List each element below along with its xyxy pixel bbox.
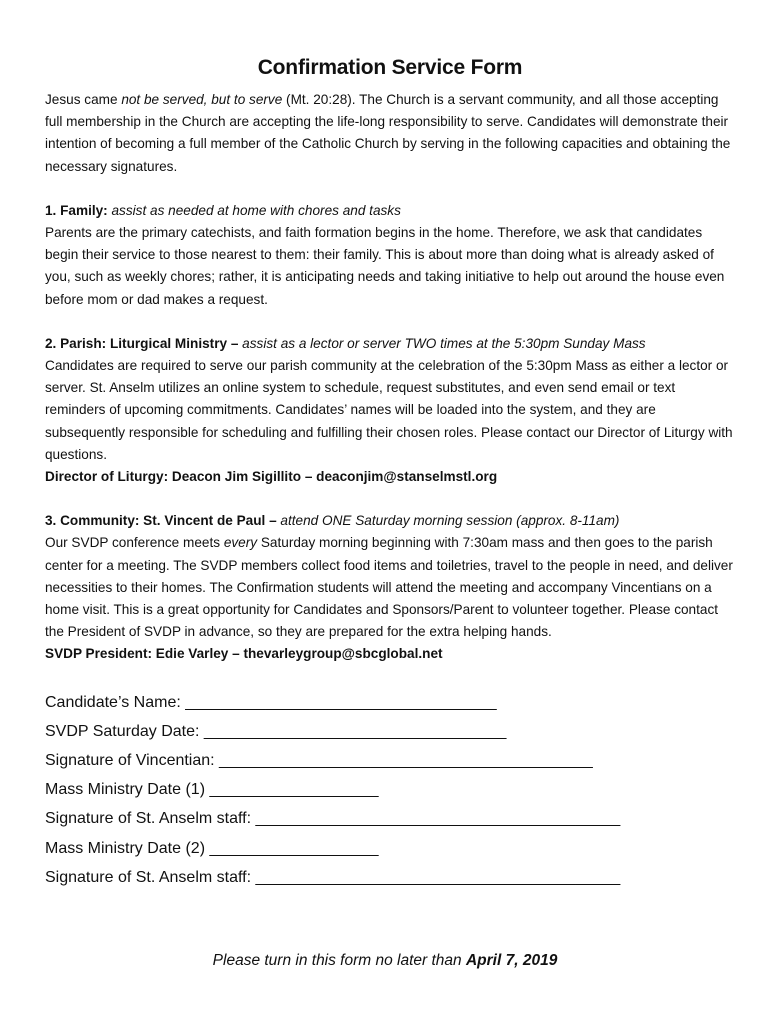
intro-text-post: (Mt. 20:28). The Church is a servant community, and all those accepting full membership in the Church are accepting the life-long responsibility to serve. Candidates will demonstrate their intention of becoming a full member of the Catholic Church by serving in the following capacities and obtaining the necessary signatures.: [45, 92, 731, 174]
field-blank-line[interactable]: ___________________: [209, 839, 379, 857]
section-community: [45, 510, 735, 665]
svdp-date-field[interactable]: [45, 717, 735, 746]
field-blank-line[interactable]: ___________________________________: [185, 693, 497, 711]
section-body-emphasis: every: [223, 535, 258, 551]
section-body-post: Saturday morning beginning with 7:30am mass and then goes to the parish center for a meeting. The SVDP members collect food items and toiletries, travel to the people in need, and deliver necessities to their homes. The Confirmation students will attend the meeting and accompany Vincentians on a home visit. This is a great opportunity for Candidates and Sponsors/Parent to volunteer together. Please contact the President of SVDP in advance, so they are prepared for the extra helping hands.: [45, 535, 733, 640]
form-page: [45, 56, 735, 892]
svdp-contact: SVDP President: Edie Varley – thevarleygroup@sbcglobal.net: [45, 646, 443, 662]
section-body: Candidates are required to serve our parish community at the celebration of the 5:30pm Mass as either a lector or server. St. Anselm utilizes an online system to schedule, request substitutes, and even send email or text reminders of upcoming commitments. Candidates’ names will be loaded into the system, and they are subsequently responsible for scheduling and fulfilling their chosen roles. Please contact our Director of Liturgy with questions.: [45, 358, 733, 462]
deadline-notice: [0, 952, 770, 970]
staff-signature-1-field[interactable]: [45, 804, 735, 833]
field-blank-line[interactable]: _________________________________________: [255, 868, 621, 886]
section-heading-label: 1. Family:: [45, 202, 108, 218]
deadline-text: Please turn in this form no later than: [212, 952, 466, 969]
field-label: Signature of Vincentian:: [45, 752, 220, 770]
section-heading: [45, 333, 735, 355]
section-heading-task: attend ONE Saturday morning session (approx. 8-11am): [276, 513, 620, 529]
liturgy-contact: Director of Liturgy: Deacon Jim Sigillito – deaconjim@stanselmstl.org: [45, 469, 498, 485]
section-heading-task: assist as a lector or server TWO times at the 5:30pm Sunday Mass: [238, 335, 646, 351]
field-label: SVDP Saturday Date:: [45, 722, 204, 740]
page-title: Confirmation Service Form: [257, 56, 523, 79]
field-label: Mass Ministry Date (1): [45, 781, 210, 799]
field-blank-line[interactable]: __________________________________________: [219, 752, 593, 770]
field-label: Signature of St. Anselm staff:: [45, 868, 256, 886]
section-body: [45, 532, 735, 643]
section-heading: [45, 510, 735, 532]
candidate-name-field[interactable]: [45, 688, 735, 717]
field-label: Signature of St. Anselm staff:: [45, 810, 256, 828]
section-heading-label: 3. Community: St. Vincent de Paul –: [45, 513, 277, 529]
vincentian-signature-field[interactable]: [45, 746, 735, 775]
section-heading-label: 2. Parish: Liturgical Ministry –: [45, 335, 239, 351]
field-blank-line[interactable]: ___________________: [209, 781, 379, 799]
section-body: Parents are the primary catechists, and faith formation begins in the home. Therefore, we ask that candidates begin their service to those nearest to them: their family. This is about more than doing what is already asked of you, such as weekly chores; rather, it is anticipating needs and taking initiative to help out around the house even before mom or dad makes a request.: [45, 225, 725, 307]
section-body-pre: Our SVDP conference meets: [45, 535, 224, 551]
mass-ministry-date-2-field[interactable]: [45, 834, 735, 863]
intro-quote: not be served, but to serve: [121, 92, 283, 107]
section-heading: [45, 200, 735, 222]
field-label: Mass Ministry Date (2): [45, 839, 210, 857]
intro-paragraph: [45, 89, 735, 178]
field-blank-line[interactable]: _________________________________________: [255, 810, 621, 828]
field-blank-line[interactable]: __________________________________: [203, 722, 507, 740]
section-parish: [45, 333, 735, 488]
signature-fields: [45, 688, 735, 892]
section-heading-task: assist as needed at home with chores and tasks: [107, 202, 401, 218]
staff-signature-2-field[interactable]: [45, 863, 735, 892]
mass-ministry-date-1-field[interactable]: [45, 775, 735, 804]
section-family: [45, 200, 735, 311]
deadline-date: April 7, 2019: [465, 952, 558, 969]
intro-text-pre: Jesus came: [45, 92, 122, 107]
field-label: Candidate’s Name:: [45, 693, 186, 711]
